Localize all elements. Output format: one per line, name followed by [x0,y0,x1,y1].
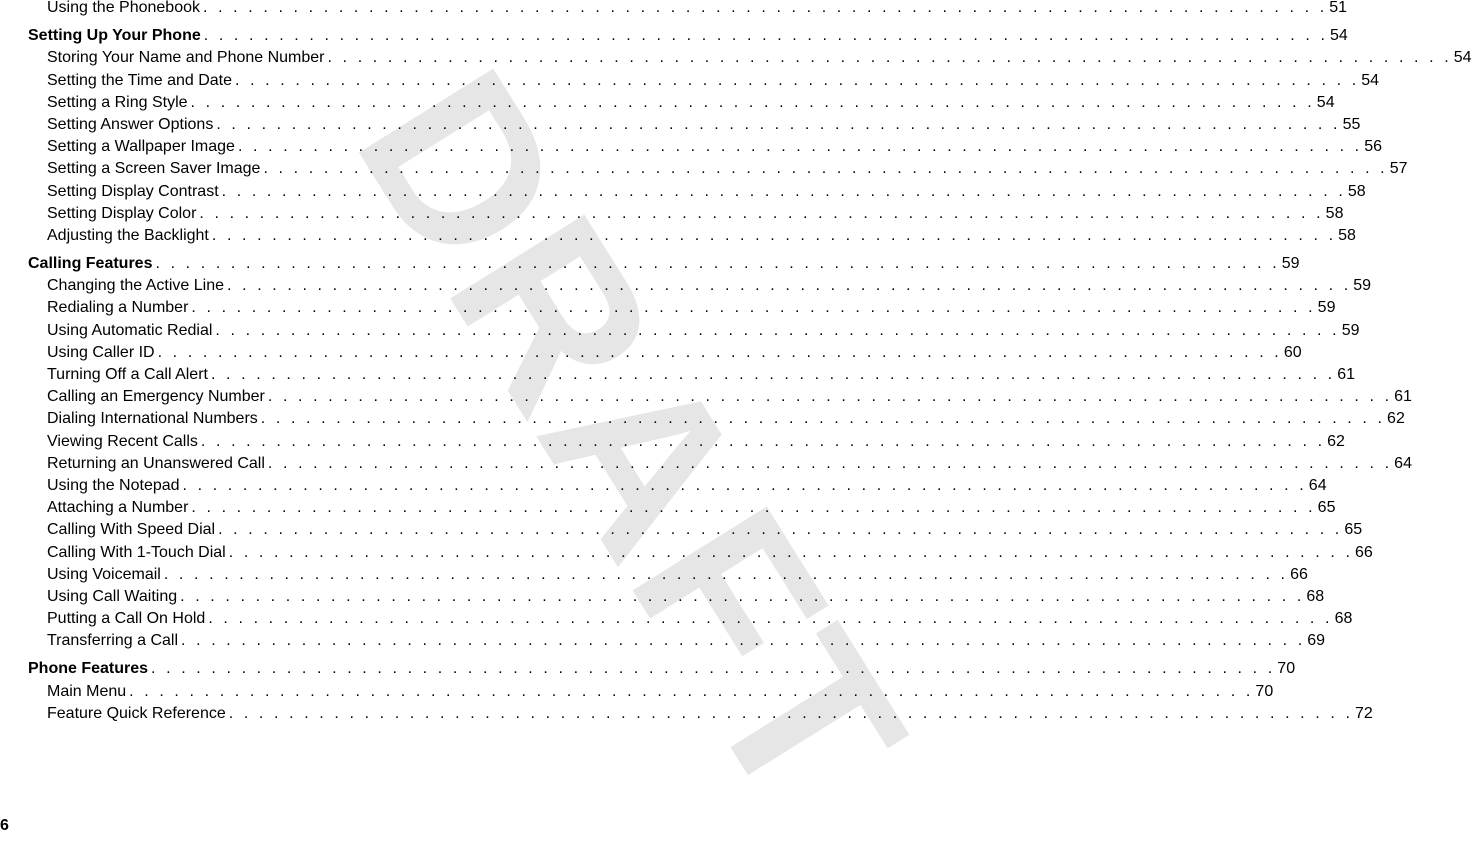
toc-entry[interactable] [28,225,1356,247]
dot-leader [178,630,1305,652]
toc-entry-page: 72 [1355,704,1373,722]
toc-entry[interactable] [28,275,1372,297]
dot-leader [212,320,1339,342]
toc-entry-page: 54 [1361,71,1380,89]
toc-entry-page: 57 [1389,160,1408,178]
toc-entry-page: 68 [1334,610,1353,628]
toc-entry-page: 61 [1394,388,1412,406]
toc-entry[interactable] [28,364,1356,386]
toc-entry-page: 65 [1317,499,1336,517]
toc-entry-page: 62 [1387,410,1405,428]
dot-leader [265,386,1392,408]
toc-entry-page: 51 [1329,0,1348,16]
toc-entry-title: Attaching a Number [47,499,189,517]
toc-entry[interactable] [28,136,1383,158]
toc-entry-title: Viewing Recent Calls [47,432,198,450]
toc-entry[interactable] [28,703,1373,725]
toc-entry-title: Main Menu [47,682,127,700]
toc-entry-page: 56 [1364,138,1383,156]
dot-leader [200,0,1327,19]
toc-entry[interactable] [28,542,1373,564]
dot-leader [325,47,1452,69]
toc-entry[interactable] [28,297,1336,319]
toc-entry-title: Calling With 1-Touch Dial [47,543,226,561]
toc-entry-page: 58 [1325,204,1344,222]
draft-watermark: DRAFT [309,29,957,852]
toc-entry[interactable] [28,70,1380,92]
toc-section-entry[interactable] [28,658,1296,680]
dot-leader [177,586,1304,608]
toc-entry-title: Storing Your Name and Phone Number [47,49,325,67]
dot-leader [209,225,1336,247]
dot-leader [260,158,1387,180]
toc-entry-title: Using Caller ID [47,343,155,361]
dot-leader [235,136,1362,158]
dot-leader [188,497,1315,519]
toc-entry-page: 68 [1306,587,1325,605]
dot-leader [213,114,1340,136]
toc-entry-page: 61 [1337,366,1356,383]
toc-entry-page: 64 [1394,454,1412,472]
toc-entry-title: Returning an Unanswered Call [47,454,265,472]
dot-leader [188,92,1315,114]
dot-leader [215,519,1342,541]
toc-entry-title: Using the Notepad [47,476,180,494]
toc-entry-page: 69 [1307,632,1326,650]
toc-entry-title: Using the Phonebook [47,0,200,16]
toc-entry[interactable] [28,431,1345,453]
toc-entry-page: 59 [1353,277,1372,295]
toc-entry-title: Setting Display Contrast [47,182,219,200]
toc-entry-page: 64 [1308,476,1327,494]
dot-leader [180,475,1307,497]
dot-leader [148,658,1275,680]
toc-entry[interactable] [28,47,1472,69]
toc-entry-title: Setting Display Color [47,204,197,222]
toc-entry-title: Changing the Active Line [47,277,225,295]
page-number: 6 [0,817,9,834]
toc-entry-title: Adjusting the Backlight [47,226,209,244]
toc-entry-title: Calling Features [28,255,153,273]
toc-entry-title: Setting Answer Options [47,115,214,133]
dot-leader [232,70,1359,92]
toc-entry[interactable] [28,408,1405,430]
dot-leader [208,364,1335,386]
toc-entry[interactable] [28,158,1408,180]
dot-leader [226,542,1353,564]
toc-entry[interactable] [28,475,1327,497]
dot-leader [126,681,1253,703]
toc-entry-page: 65 [1344,521,1363,539]
toc-entry[interactable] [28,386,1412,408]
toc-entry[interactable] [28,92,1335,114]
toc-entry-title: Setting a Wallpaper Image [47,138,235,156]
toc-entry[interactable] [28,586,1325,608]
toc-entry-title: Feature Quick Reference [47,704,226,722]
toc-entry-page: 54 [1330,27,1348,45]
dot-leader [224,275,1351,297]
toc-entry-page: 70 [1255,682,1274,700]
toc-entry-page: 54 [1453,49,1472,67]
toc-entry-title: Turning Off a Call Alert [47,366,208,383]
toc-entry-page: 66 [1290,565,1308,583]
dot-leader [188,297,1315,319]
toc-entry-title: Putting a Call On Hold [47,610,206,628]
toc-entry-page: 60 [1283,343,1302,361]
toc-entry-title: Transferring a Call [47,632,179,650]
toc-entry-title: Setting Up Your Phone [28,27,201,45]
dot-leader [152,253,1279,275]
toc-entry-page: 62 [1327,432,1345,450]
toc-entry[interactable] [28,608,1353,630]
dot-leader [265,453,1392,475]
dot-leader [258,408,1385,430]
toc-entry[interactable] [28,630,1326,652]
toc-entry-title: Calling With Speed Dial [47,521,216,539]
toc-entry[interactable] [28,519,1363,541]
toc-entry[interactable] [28,320,1360,342]
dot-leader [161,564,1288,586]
dot-leader [198,431,1325,453]
toc-entry-title: Setting a Screen Saver Image [47,160,261,178]
dot-leader [226,703,1353,725]
toc-entry-page: 70 [1277,660,1296,678]
toc-entry-title: Calling an Emergency Number [47,388,265,406]
toc-entry[interactable] [28,203,1344,225]
toc-entry-page: 58 [1347,182,1366,200]
toc-entry-title: Phone Features [28,660,149,678]
toc-section-entry[interactable] [28,253,1300,275]
toc-section-entry[interactable] [28,25,1348,47]
toc-entry-page: 59 [1341,321,1360,339]
toc-entry-page: 58 [1338,226,1356,244]
toc-entry[interactable] [28,181,1366,203]
toc-entry-title: Using Voicemail [47,565,161,583]
toc-entry-page: 54 [1316,93,1335,111]
toc-entry-page: 59 [1317,299,1336,317]
toc-entry[interactable] [28,114,1361,136]
toc-entry[interactable] [28,453,1412,475]
toc-entry-page: 55 [1342,115,1361,133]
dot-leader [201,25,1328,47]
toc-entry-title: Setting a Ring Style [47,93,188,111]
toc-entry[interactable] [28,0,1348,19]
dot-leader [196,203,1323,225]
dot-leader [219,181,1346,203]
toc-entry-title: Dialing International Numbers [47,410,258,428]
toc-entry[interactable] [28,564,1308,586]
toc-entry-title: Setting the Time and Date [47,71,232,89]
toc-entry-title: Using Automatic Redial [47,321,213,339]
toc-entry[interactable] [28,342,1302,364]
toc-entry[interactable] [28,681,1274,703]
toc-entry-page: 59 [1281,255,1300,273]
toc-entry[interactable] [28,497,1336,519]
toc-entry-title: Redialing a Number [47,299,189,317]
toc-entry-title: Using Call Waiting [47,587,178,605]
toc-entry-page: 66 [1355,543,1373,561]
dot-leader [205,608,1332,630]
dot-leader [155,342,1282,364]
